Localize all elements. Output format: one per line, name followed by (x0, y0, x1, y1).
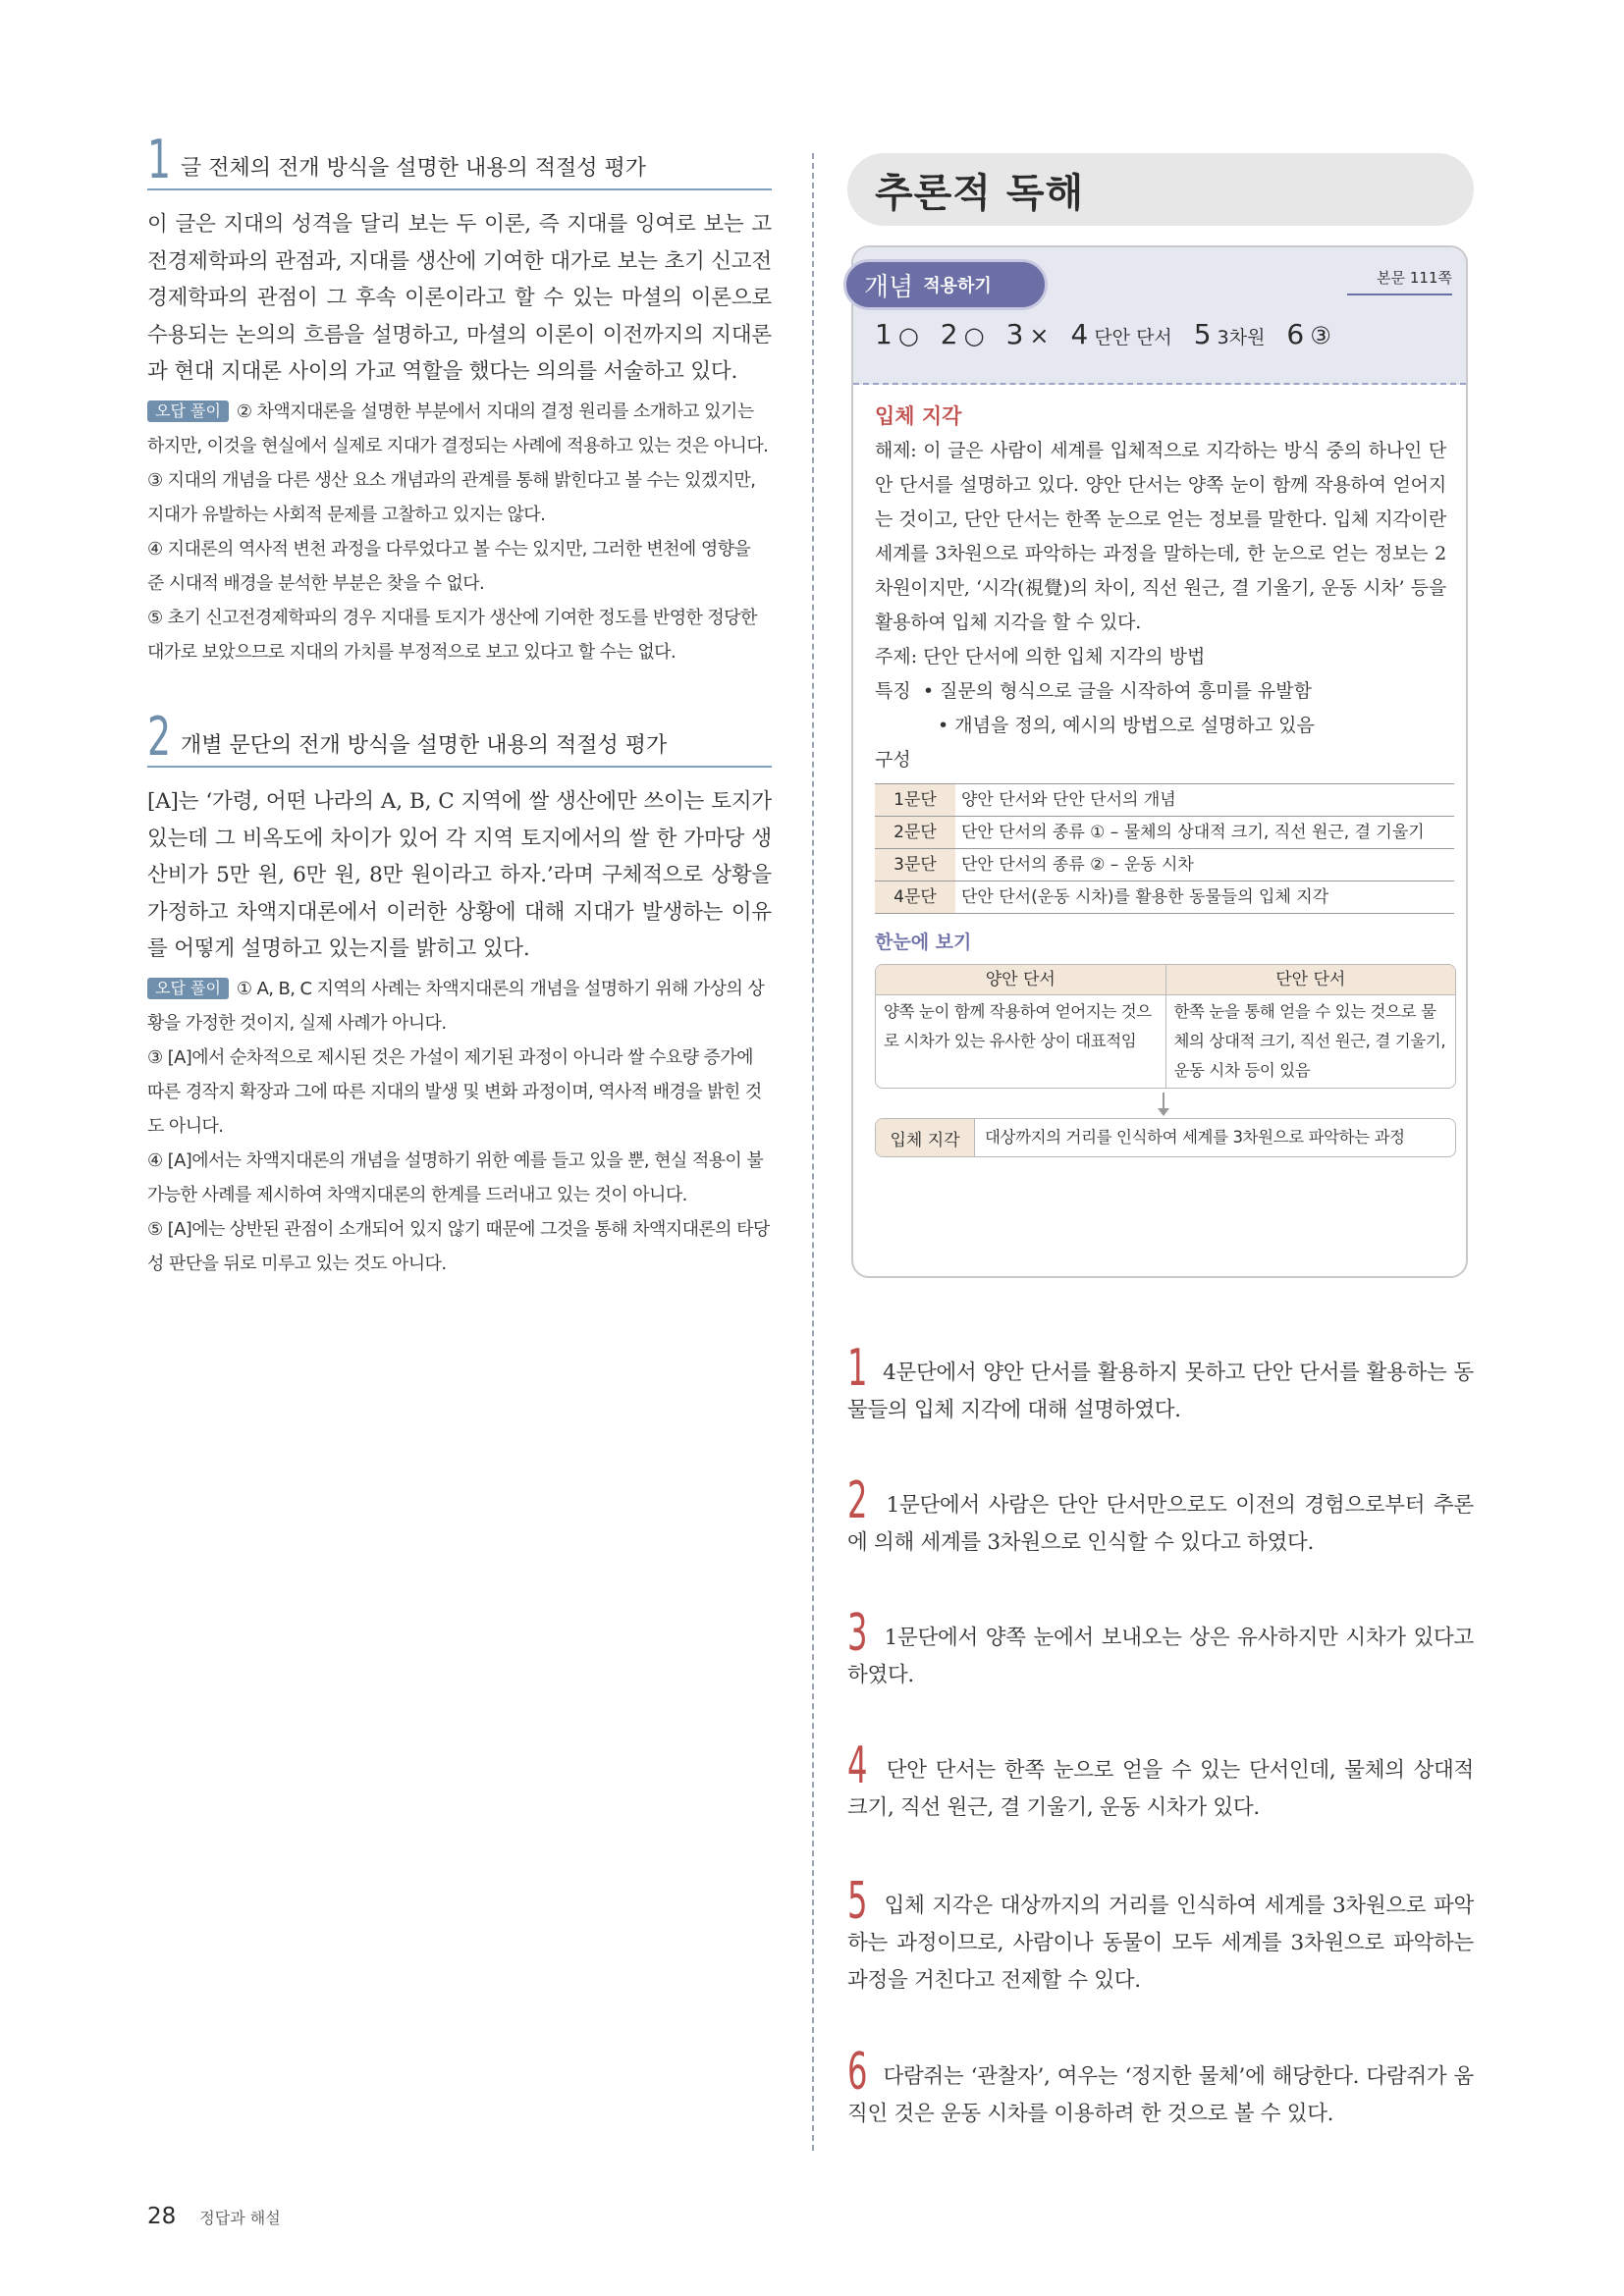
column-divider (812, 153, 814, 2151)
concept-tab-title: 개념 (864, 272, 914, 302)
banner-title: 추론적 독해 (875, 170, 1085, 216)
concept-tab (843, 259, 1048, 310)
passage-feature-2: • 개념을 정의, 예시의 방법으로 설명하고 있음 (938, 715, 1315, 736)
answer-item (875, 318, 919, 350)
note-line: ⑤ 초기 신고전경제학파의 경우 지대를 토지가 생산에 기여한 정도를 반영한 정당한 대가로 보았으므로 지대의 가치를 부정적으로 보고 있다고 할 수는 없다. (147, 607, 757, 663)
passage-title: 입체 지각 (875, 404, 962, 428)
section-body: 이 글은 지대의 성격을 달리 보는 두 이론, 즉 지대를 잉여로 보는 고전경제학파의 관점과, 지대를 생산에 기여한 대가로 보는 초기 신고전경제학파의 관점이 그 후속 이론이라고 할 수 있는 마셜의 이론으로 수용되는 논의의 흐름을 설명하고, 마셜의 이론이 이전까지의 지대론과 현대 지대론 사이의 가교 역할을 했다는 의의를 서술하고 있다. (147, 212, 772, 385)
left-column (147, 129, 772, 1281)
section-1-heading (147, 129, 772, 190)
answer-value: ○ (897, 322, 919, 349)
note-line (147, 395, 772, 463)
paragraph-label: 4문단 (875, 881, 955, 914)
concept-application-box (851, 245, 1468, 1278)
note-text: ① A, B, C 지역의 사례는 차액지대론의 개념을 설명하기 위해 가상의 상황을 가정한 것이지, 실제 사례가 아니다. (147, 978, 765, 1034)
answer-item (1194, 318, 1266, 350)
binocular-column (876, 965, 1166, 1088)
wrong-answer-badge: 오답 풀이 (147, 978, 229, 999)
note-line: ④ 지대론의 역사적 변천 과정을 다루었다고 볼 수는 있지만, 그러한 변천에 영향을 준 시대적 배경을 분석한 부분은 찾을 수 없다. (147, 538, 751, 594)
explanation-number: 3 (847, 1604, 868, 1663)
passage-theme: 주제: 단안 단서에 의한 입체 지각의 방법 (875, 646, 1206, 667)
stereo-definition: 대상까지의 거리를 인식하여 세계를 3차원으로 파악하는 과정 (985, 1128, 1405, 1147)
answer-explanation-4 (847, 1736, 1474, 1827)
answer-item (1286, 318, 1330, 350)
note-line: ③ 지대의 개념을 다른 생산 요소 개념과의 관계를 통해 밝힌다고 볼 수는 있겠지만, 지대가 유발하는 사회적 문제를 고찰하고 있지는 않다. (147, 469, 756, 525)
at-a-glance-table (875, 964, 1456, 1089)
explanation-number: 1 (847, 1339, 868, 1398)
explanation-text: 1문단에서 양쪽 눈에서 보내오는 상은 유사하지만 시차가 있다고 하였다. (847, 1626, 1474, 1687)
wrong-answer-badge: 오답 풀이 (147, 400, 229, 422)
footer-label: 정답과 해설 (199, 2209, 281, 2227)
paragraph-content: 단안 단서의 종류 ① – 물체의 상대적 크기, 직선 원근, 결 기울기 (955, 817, 1454, 849)
answer-explanation-5 (847, 1872, 1474, 2000)
at-a-glance-title: 한눈에 보기 (875, 932, 972, 953)
structure-table (875, 783, 1454, 914)
wrong-answer-notes (147, 395, 772, 669)
explanation-text: 입체 지각은 대상까지의 거리를 인식하여 세계를 3차원으로 파악하는 과정이므로, 사람이나 동물이 모두 세계를 3차원으로 파악하는 과정을 거친다고 전제할 수 있다. (847, 1894, 1474, 1993)
answer-item (1006, 318, 1050, 350)
section-number: 2 (147, 705, 172, 768)
answer-explanation-1 (847, 1339, 1474, 1429)
answer-number: 4 (1070, 318, 1089, 350)
structure-label: 구성 (875, 749, 911, 771)
answer-number: 1 (875, 318, 893, 350)
explanation-number: 6 (847, 2043, 868, 2102)
column-body: 한쪽 눈을 통해 얻을 수 있는 것으로 물체의 상대적 크기, 직선 원근, 결 기울기, 운동 시차 등이 있음 (1173, 1002, 1446, 1080)
page-reference: 본문 111쪽 (1347, 267, 1452, 295)
table-row (875, 784, 1454, 817)
answer-item (941, 318, 985, 350)
passage-summary: 해제: 이 글은 사람이 세계를 입체적으로 지각하는 방식 중의 하나인 단안 단서를 설명하고 있다. 양안 단서는 양쪽 눈이 함께 작용하여 얻어지는 것이고, 단안 단서는 한쪽 눈으로 얻는 정보를 말한다. 입체 지각이란 세계를 3차원으로 파악하는 과정을 말하는데, 한 눈으로 얻는 정보는 2차원이지만, ‘시각(視覺)의 차이, 직선 원근, 결 기울기, 운동 시차’ 등을 활용하여 입체 지각을 할 수 있다. (875, 440, 1446, 633)
right-column (847, 153, 1474, 2126)
note-line: ③ [A]에서 순차적으로 제시된 것은 가설이 제기된 과정이 아니라 쌀 수요량 증가에 따른 경작지 확장과 그에 따른 지대의 발생 및 변화 과정이며, 역사적 배경을 밝힌 것도 아니다. (147, 1046, 762, 1137)
explanation-text: 다람쥐는 ‘관찰자’, 여우는 ‘정지한 물체’에 해당한다. 다람쥐가 움직인 것은 운동 시차를 이용하려 한 것으로 볼 수 있다. (847, 2064, 1474, 2126)
answer-number: 2 (940, 318, 958, 350)
stereo-perception-box (875, 1118, 1456, 1157)
table-row (875, 849, 1454, 881)
paragraph-label: 1문단 (875, 784, 955, 817)
column-header: 양안 단서 (876, 965, 1165, 995)
wrong-answer-notes (147, 972, 772, 1281)
answer-value: ③ (1310, 322, 1331, 349)
feature-label: 특징 (875, 680, 911, 702)
passage-feature-1 (875, 674, 1446, 709)
concept-answer-strip (853, 247, 1466, 385)
answer-value: 3차원 (1217, 327, 1266, 348)
table-row (875, 817, 1454, 849)
explanation-text: 단안 단서는 한쪽 눈으로 얻을 수 있는 단서인데, 물체의 상대적 크기, 직선 원근, 결 기울기, 운동 시차가 있다. (847, 1758, 1474, 1820)
paragraph-content: 단안 단서의 종류 ② – 운동 시차 (955, 849, 1454, 881)
paragraph-label: 2문단 (875, 817, 955, 849)
section-body: [A]는 ‘가령, 어떤 나라의 A, B, C 지역에 쌀 생산에만 쓰이는 토지가 있는데 그 비옥도에 차이가 있어 각 지역 토지에서의 쌀 한 가마당 생산비가 5만 원, 6만 원, 8만 원이라고 하자.’라며 구체적으로 상황을 가정하고 차액지대론에서 이러한 상황에 대해 지대가 발생하는 이유를 어떻게 설명하고 있는지를 밝히고 있다. (147, 788, 772, 962)
answer-value: ○ (963, 322, 985, 349)
stereo-label: 입체 지각 (876, 1119, 975, 1156)
answer-number: 5 (1193, 318, 1212, 350)
concept-explanation (853, 385, 1466, 1157)
table-row (875, 881, 1454, 914)
section-banner (847, 153, 1474, 226)
section-title: 개별 문단의 전개 방식을 설명한 내용의 적절성 평가 (181, 732, 668, 758)
monocular-column (1166, 965, 1456, 1088)
explanation-number: 5 (847, 1872, 868, 1931)
answer-explanation-6 (847, 2043, 1474, 2133)
section-title: 글 전체의 전개 방식을 설명한 내용의 적절성 평가 (181, 156, 646, 181)
explanation-number: 2 (847, 1471, 868, 1530)
explanation-text: 4문단에서 양안 단서를 활용하지 못하고 단안 단서를 활용하는 동물들의 입체 지각에 대해 설명하였다. (847, 1361, 1474, 1422)
answer-number: 6 (1286, 318, 1305, 350)
column-header: 단안 단서 (1166, 965, 1456, 995)
answer-value: × (1029, 322, 1050, 349)
answer-row (875, 318, 1353, 350)
down-arrow-icon (875, 1089, 1454, 1118)
page-number: 28 (147, 2204, 177, 2229)
section-2-heading (147, 705, 772, 768)
paragraph-content: 양안 단서와 단안 단서의 개념 (955, 784, 1454, 817)
explanation-number: 4 (847, 1736, 868, 1795)
paragraph-content: 단안 단서(운동 시차)를 활용한 동물들의 입체 지각 (955, 881, 1454, 914)
note-text: ② 차액지대론을 설명한 부분에서 지대의 결정 원리를 소개하고 있기는 하지만, 이것을 현실에서 실제로 지대가 결정되는 사례에 적용하고 있는 것은 아니다. (147, 400, 769, 456)
note-line (147, 972, 772, 1041)
feature-text: • 질문의 형식으로 글을 시작하여 흥미를 유발함 (922, 680, 1312, 702)
page-footer (147, 2204, 281, 2229)
answer-explanation-2 (847, 1471, 1474, 1562)
paragraph-label: 3문단 (875, 849, 955, 881)
column-body: 양쪽 눈이 함께 작용하여 얻어지는 것으로 시차가 있는 유사한 상이 대표적임 (884, 1002, 1152, 1050)
section-2 (147, 705, 772, 1281)
concept-tab-subtitle: 적용하기 (923, 276, 992, 296)
answer-item (1071, 318, 1172, 350)
explanation-text: 1문단에서 사람은 단안 단서만으로도 이전의 경험으로부터 추론에 의해 세계를 3차원으로 인식할 수 있다고 하였다. (847, 1493, 1474, 1555)
section-1 (147, 129, 772, 669)
answer-value: 단안 단서 (1094, 327, 1172, 348)
answer-number: 3 (1005, 318, 1024, 350)
note-line: ⑤ [A]에는 상반된 관점이 소개되어 있지 않기 때문에 그것을 통해 차액지대론의 타당성 판단을 뒤로 미루고 있는 것도 아니다. (147, 1218, 770, 1274)
answer-explanation-3 (847, 1604, 1474, 1694)
section-number: 1 (147, 129, 172, 190)
note-line: ④ [A]에서는 차액지대론의 개념을 설명하기 위한 예를 들고 있을 뿐, 현실 적용이 불가능한 사례를 제시하여 차액지대론의 한계를 드러내고 있는 것이 아니다. (147, 1149, 764, 1205)
